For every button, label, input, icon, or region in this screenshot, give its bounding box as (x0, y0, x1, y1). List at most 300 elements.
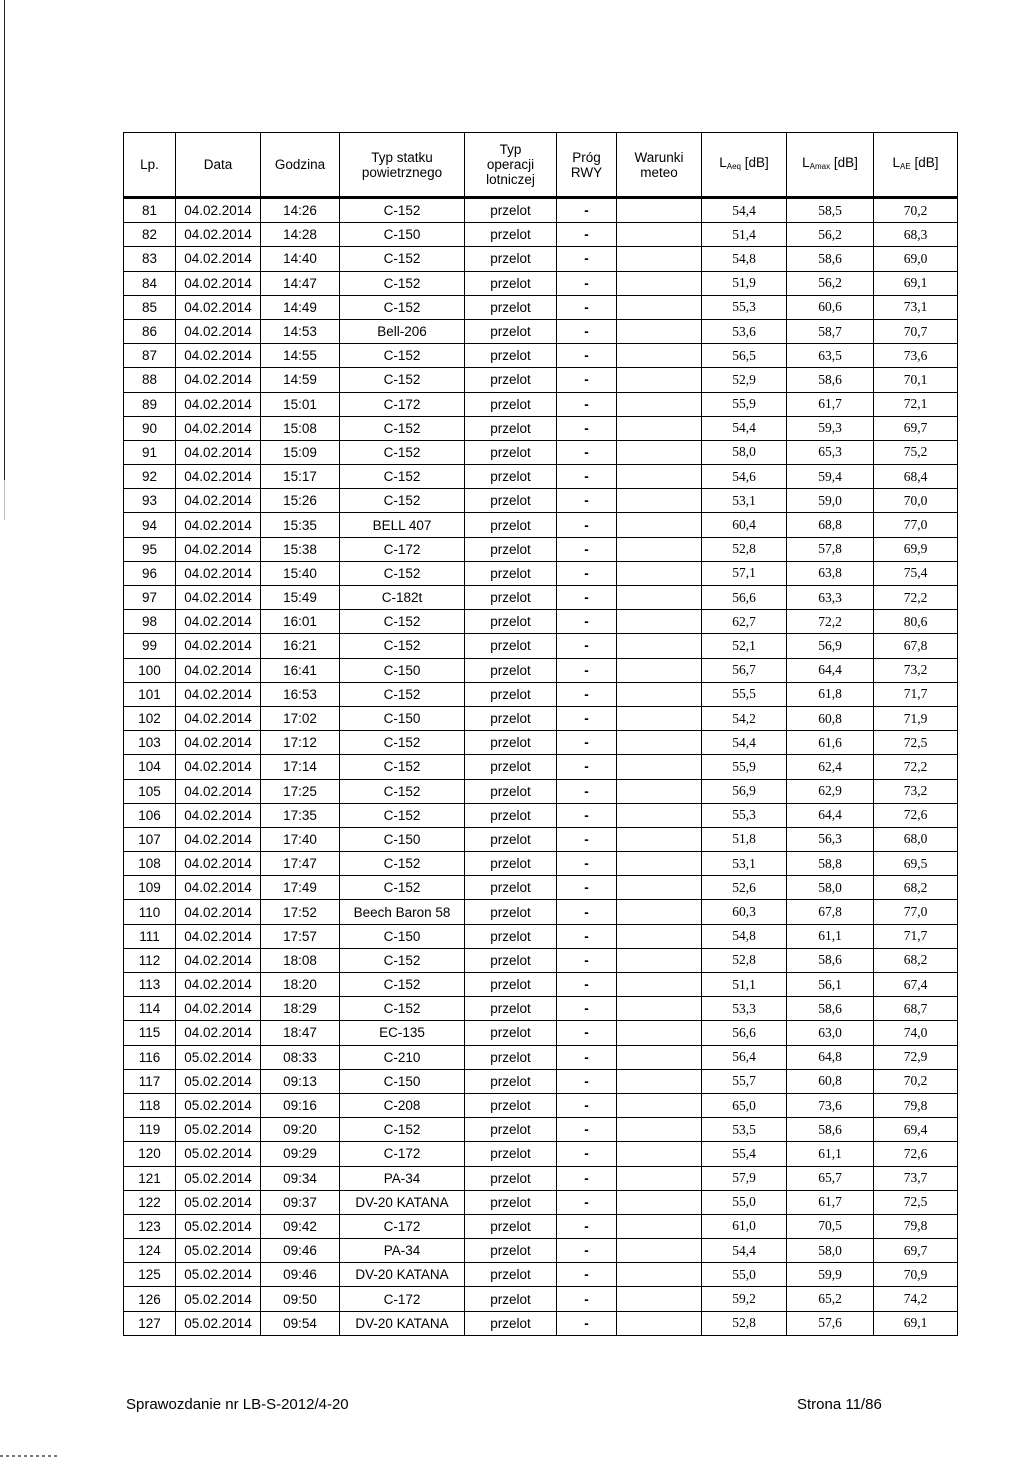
cell-lae: 72,1 (874, 392, 958, 416)
cell-laeq: 52,8 (702, 1311, 787, 1335)
cell-lae: 73,1 (874, 295, 958, 319)
cell-lp: 87 (124, 344, 176, 368)
cell-operation-type: przelot (465, 779, 557, 803)
cell-date: 04.02.2014 (176, 779, 261, 803)
cell-lae: 75,2 (874, 440, 958, 464)
cell-time: 09:16 (261, 1093, 340, 1117)
cell-weather (617, 1311, 702, 1335)
cell-lae: 72,9 (874, 1045, 958, 1069)
cell-time: 14:59 (261, 368, 340, 392)
cell-lp: 123 (124, 1214, 176, 1238)
cell-lae: 71,9 (874, 706, 958, 730)
cell-threshold: - (557, 900, 617, 924)
header-data: Data (176, 133, 261, 198)
cell-lae: 69,0 (874, 247, 958, 271)
cell-date: 04.02.2014 (176, 634, 261, 658)
cell-laeq: 55,0 (702, 1190, 787, 1214)
cell-time: 17:47 (261, 852, 340, 876)
cell-weather (617, 416, 702, 440)
cell-weather (617, 900, 702, 924)
cell-operation-type: przelot (465, 1287, 557, 1311)
cell-lp: 102 (124, 706, 176, 730)
cell-time: 09:50 (261, 1287, 340, 1311)
cell-lp: 124 (124, 1239, 176, 1263)
cell-aircraft-type: DV-20 KATANA (340, 1190, 465, 1214)
cell-lamax: 58,0 (787, 876, 874, 900)
cell-date: 05.02.2014 (176, 1045, 261, 1069)
cell-laeq: 51,1 (702, 973, 787, 997)
cell-date: 04.02.2014 (176, 368, 261, 392)
cell-operation-type: przelot (465, 198, 557, 223)
cell-lamax: 58,5 (787, 198, 874, 223)
cell-aircraft-type: EC-135 (340, 1021, 465, 1045)
cell-lp: 104 (124, 755, 176, 779)
cell-lamax: 68,8 (787, 513, 874, 537)
cell-date: 05.02.2014 (176, 1093, 261, 1117)
cell-laeq: 52,8 (702, 948, 787, 972)
cell-weather (617, 295, 702, 319)
cell-lp: 107 (124, 827, 176, 851)
cell-lamax: 59,0 (787, 489, 874, 513)
cell-lamax: 57,8 (787, 537, 874, 561)
cell-time: 09:46 (261, 1263, 340, 1287)
cell-lp: 122 (124, 1190, 176, 1214)
cell-date: 04.02.2014 (176, 440, 261, 464)
cell-aircraft-type: C-152 (340, 852, 465, 876)
cell-date: 04.02.2014 (176, 1021, 261, 1045)
cell-time: 16:53 (261, 682, 340, 706)
cell-date: 04.02.2014 (176, 876, 261, 900)
cell-lp: 84 (124, 271, 176, 295)
cell-time: 15:38 (261, 537, 340, 561)
cell-threshold: - (557, 755, 617, 779)
cell-laeq: 54,4 (702, 731, 787, 755)
cell-weather (617, 755, 702, 779)
cell-lae: 68,2 (874, 876, 958, 900)
cell-lamax: 65,3 (787, 440, 874, 464)
cell-date: 04.02.2014 (176, 295, 261, 319)
cell-time: 14:26 (261, 198, 340, 223)
cell-lamax: 60,6 (787, 295, 874, 319)
cell-lamax: 61,6 (787, 731, 874, 755)
cell-aircraft-type: C-172 (340, 1287, 465, 1311)
cell-operation-type: przelot (465, 1118, 557, 1142)
table-row (124, 223, 958, 247)
cell-aircraft-type: C-172 (340, 1142, 465, 1166)
cell-weather (617, 1142, 702, 1166)
cell-laeq: 54,2 (702, 706, 787, 730)
cell-operation-type: przelot (465, 537, 557, 561)
cell-operation-type: przelot (465, 610, 557, 634)
cell-lp: 108 (124, 852, 176, 876)
table-row (124, 247, 958, 271)
cell-operation-type: przelot (465, 295, 557, 319)
cell-lamax: 63,8 (787, 561, 874, 585)
cell-operation-type: przelot (465, 827, 557, 851)
cell-lamax: 59,9 (787, 1263, 874, 1287)
cell-threshold: - (557, 537, 617, 561)
cell-lp: 89 (124, 392, 176, 416)
cell-date: 04.02.2014 (176, 997, 261, 1021)
cell-threshold: - (557, 1311, 617, 1335)
cell-lamax: 58,0 (787, 1239, 874, 1263)
cell-date: 04.02.2014 (176, 489, 261, 513)
cell-threshold: - (557, 392, 617, 416)
cell-weather (617, 1118, 702, 1142)
cell-laeq: 55,9 (702, 392, 787, 416)
cell-operation-type: przelot (465, 1021, 557, 1045)
cell-operation-type: przelot (465, 803, 557, 827)
cell-threshold: - (557, 489, 617, 513)
cell-weather (617, 223, 702, 247)
table-row (124, 1263, 958, 1287)
cell-operation-type: przelot (465, 247, 557, 271)
cell-threshold: - (557, 1166, 617, 1190)
cell-lamax: 60,8 (787, 706, 874, 730)
cell-aircraft-type: BELL 407 (340, 513, 465, 537)
cell-laeq: 54,4 (702, 198, 787, 223)
cell-laeq: 51,8 (702, 827, 787, 851)
cell-date: 05.02.2014 (176, 1311, 261, 1335)
cell-lae: 67,4 (874, 973, 958, 997)
table-row (124, 392, 958, 416)
cell-date: 04.02.2014 (176, 319, 261, 343)
table-row (124, 440, 958, 464)
cell-date: 04.02.2014 (176, 247, 261, 271)
cell-operation-type: przelot (465, 948, 557, 972)
cell-lp: 85 (124, 295, 176, 319)
cell-date: 04.02.2014 (176, 803, 261, 827)
cell-time: 17:40 (261, 827, 340, 851)
cell-laeq: 59,2 (702, 1287, 787, 1311)
cell-weather (617, 1239, 702, 1263)
cell-lamax: 58,6 (787, 1118, 874, 1142)
cell-lp: 118 (124, 1093, 176, 1117)
cell-lp: 83 (124, 247, 176, 271)
cell-operation-type: przelot (465, 658, 557, 682)
cell-date: 04.02.2014 (176, 586, 261, 610)
cell-time: 17:52 (261, 900, 340, 924)
cell-threshold: - (557, 1069, 617, 1093)
cell-threshold: - (557, 973, 617, 997)
cell-weather (617, 852, 702, 876)
cell-laeq: 52,8 (702, 537, 787, 561)
report-number: Sprawozdanie nr LB-S-2012/4-20 (126, 1396, 349, 1413)
cell-lae: 67,8 (874, 634, 958, 658)
cell-threshold: - (557, 198, 617, 223)
cell-lp: 120 (124, 1142, 176, 1166)
cell-lamax: 61,7 (787, 1190, 874, 1214)
cell-date: 04.02.2014 (176, 658, 261, 682)
cell-operation-type: przelot (465, 1239, 557, 1263)
cell-time: 15:40 (261, 561, 340, 585)
cell-threshold: - (557, 1287, 617, 1311)
cell-operation-type: przelot (465, 1093, 557, 1117)
table-row (124, 1311, 958, 1335)
cell-lae: 80,6 (874, 610, 958, 634)
cell-date: 04.02.2014 (176, 948, 261, 972)
cell-laeq: 55,4 (702, 1142, 787, 1166)
cell-time: 17:12 (261, 731, 340, 755)
cell-weather (617, 537, 702, 561)
cell-aircraft-type: C-152 (340, 876, 465, 900)
cell-threshold: - (557, 706, 617, 730)
table-row (124, 803, 958, 827)
cell-laeq: 53,1 (702, 852, 787, 876)
cell-aircraft-type: C-152 (340, 344, 465, 368)
scan-artifact (0, 1455, 60, 1457)
cell-weather (617, 586, 702, 610)
scan-edge-line (4, 0, 5, 480)
cell-lamax: 64,4 (787, 803, 874, 827)
cell-operation-type: przelot (465, 997, 557, 1021)
cell-lamax: 64,4 (787, 658, 874, 682)
cell-aircraft-type: C-152 (340, 440, 465, 464)
header-lae: $L_{AE}$ [dB] (874, 133, 958, 198)
cell-aircraft-type: C-172 (340, 1214, 465, 1238)
cell-operation-type: przelot (465, 561, 557, 585)
cell-lamax: 56,3 (787, 827, 874, 851)
cell-operation-type: przelot (465, 876, 557, 900)
cell-lp: 114 (124, 997, 176, 1021)
cell-lae: 72,6 (874, 1142, 958, 1166)
cell-aircraft-type: DV-20 KATANA (340, 1263, 465, 1287)
cell-lamax: 63,3 (787, 586, 874, 610)
cell-lp: 96 (124, 561, 176, 585)
cell-aircraft-type: C-172 (340, 537, 465, 561)
cell-lae: 69,5 (874, 852, 958, 876)
cell-time: 14:28 (261, 223, 340, 247)
cell-time: 14:40 (261, 247, 340, 271)
cell-lamax: 59,3 (787, 416, 874, 440)
cell-weather (617, 610, 702, 634)
cell-date: 05.02.2014 (176, 1287, 261, 1311)
cell-lamax: 56,2 (787, 271, 874, 295)
cell-weather (617, 465, 702, 489)
cell-operation-type: przelot (465, 1263, 557, 1287)
cell-laeq: 52,9 (702, 368, 787, 392)
table-row (124, 634, 958, 658)
table-row (124, 513, 958, 537)
cell-weather (617, 1069, 702, 1093)
cell-lamax: 70,5 (787, 1214, 874, 1238)
cell-threshold: - (557, 1190, 617, 1214)
cell-laeq: 52,6 (702, 876, 787, 900)
cell-laeq: 61,0 (702, 1214, 787, 1238)
cell-weather (617, 731, 702, 755)
cell-lp: 127 (124, 1311, 176, 1335)
cell-aircraft-type: C-150 (340, 223, 465, 247)
cell-threshold: - (557, 779, 617, 803)
cell-lp: 92 (124, 465, 176, 489)
cell-lp: 100 (124, 658, 176, 682)
table-row (124, 1214, 958, 1238)
cell-aircraft-type: C-152 (340, 973, 465, 997)
cell-operation-type: przelot (465, 368, 557, 392)
cell-weather (617, 1021, 702, 1045)
table-row (124, 682, 958, 706)
cell-laeq: 62,7 (702, 610, 787, 634)
cell-date: 04.02.2014 (176, 513, 261, 537)
header-laeq: $L_{Aeq}$ [dB] (702, 133, 787, 198)
table-row (124, 295, 958, 319)
cell-lp: 117 (124, 1069, 176, 1093)
table-row (124, 586, 958, 610)
cell-lp: 125 (124, 1263, 176, 1287)
cell-time: 15:09 (261, 440, 340, 464)
cell-operation-type: przelot (465, 1190, 557, 1214)
cell-threshold: - (557, 344, 617, 368)
cell-lp: 101 (124, 682, 176, 706)
header-godzina: Godzina (261, 133, 340, 198)
cell-lae: 72,6 (874, 803, 958, 827)
cell-laeq: 60,4 (702, 513, 787, 537)
cell-lae: 69,7 (874, 416, 958, 440)
cell-date: 04.02.2014 (176, 610, 261, 634)
cell-lamax: 61,8 (787, 682, 874, 706)
cell-lp: 82 (124, 223, 176, 247)
cell-lamax: 59,4 (787, 465, 874, 489)
cell-operation-type: przelot (465, 440, 557, 464)
cell-time: 09:37 (261, 1190, 340, 1214)
cell-threshold: - (557, 295, 617, 319)
cell-laeq: 55,5 (702, 682, 787, 706)
cell-time: 14:53 (261, 319, 340, 343)
cell-aircraft-type: C-152 (340, 634, 465, 658)
table-row (124, 1142, 958, 1166)
cell-laeq: 54,4 (702, 416, 787, 440)
cell-aircraft-type: C-152 (340, 1118, 465, 1142)
table-row (124, 1166, 958, 1190)
cell-lamax: 58,6 (787, 247, 874, 271)
cell-date: 04.02.2014 (176, 271, 261, 295)
cell-lae: 72,5 (874, 1190, 958, 1214)
cell-laeq: 55,9 (702, 755, 787, 779)
cell-lp: 112 (124, 948, 176, 972)
cell-aircraft-type: C-150 (340, 658, 465, 682)
cell-lamax: 61,1 (787, 1142, 874, 1166)
cell-weather (617, 440, 702, 464)
cell-time: 18:47 (261, 1021, 340, 1045)
cell-date: 05.02.2014 (176, 1239, 261, 1263)
cell-weather (617, 489, 702, 513)
table-row (124, 1190, 958, 1214)
cell-date: 05.02.2014 (176, 1263, 261, 1287)
cell-aircraft-type: C-152 (340, 610, 465, 634)
cell-aircraft-type: C-150 (340, 706, 465, 730)
cell-threshold: - (557, 1045, 617, 1069)
cell-aircraft-type: C-210 (340, 1045, 465, 1069)
cell-lamax: 56,2 (787, 223, 874, 247)
cell-time: 17:35 (261, 803, 340, 827)
cell-lamax: 58,6 (787, 948, 874, 972)
cell-threshold: - (557, 948, 617, 972)
cell-time: 09:54 (261, 1311, 340, 1335)
cell-aircraft-type: C-150 (340, 827, 465, 851)
table-row (124, 344, 958, 368)
table-row (124, 706, 958, 730)
cell-operation-type: przelot (465, 852, 557, 876)
cell-lamax: 63,0 (787, 1021, 874, 1045)
cell-lp: 98 (124, 610, 176, 634)
cell-aircraft-type: C-152 (340, 247, 465, 271)
cell-date: 04.02.2014 (176, 561, 261, 585)
cell-laeq: 53,3 (702, 997, 787, 1021)
cell-date: 05.02.2014 (176, 1142, 261, 1166)
cell-time: 17:02 (261, 706, 340, 730)
cell-operation-type: przelot (465, 1311, 557, 1335)
cell-threshold: - (557, 1021, 617, 1045)
table-row (124, 852, 958, 876)
header-typ-statku: Typ statku powietrznego (340, 133, 465, 198)
cell-time: 16:01 (261, 610, 340, 634)
table-row (124, 997, 958, 1021)
cell-lamax: 56,9 (787, 634, 874, 658)
cell-laeq: 53,5 (702, 1118, 787, 1142)
cell-operation-type: przelot (465, 973, 557, 997)
measurement-table (123, 132, 958, 1336)
cell-weather (617, 368, 702, 392)
cell-aircraft-type: PA-34 (340, 1239, 465, 1263)
table-row (124, 561, 958, 585)
cell-date: 04.02.2014 (176, 344, 261, 368)
cell-laeq: 56,6 (702, 1021, 787, 1045)
cell-laeq: 60,3 (702, 900, 787, 924)
cell-lp: 111 (124, 924, 176, 948)
cell-threshold: - (557, 1214, 617, 1238)
cell-threshold: - (557, 1093, 617, 1117)
cell-weather (617, 876, 702, 900)
table-header-row (124, 133, 958, 198)
cell-threshold: - (557, 586, 617, 610)
table-row (124, 948, 958, 972)
cell-lae: 70,2 (874, 1069, 958, 1093)
cell-lae: 75,4 (874, 561, 958, 585)
cell-operation-type: przelot (465, 1214, 557, 1238)
cell-time: 09:42 (261, 1214, 340, 1238)
table-row (124, 1045, 958, 1069)
cell-time: 16:21 (261, 634, 340, 658)
cell-aircraft-type: Bell-206 (340, 319, 465, 343)
cell-lp: 116 (124, 1045, 176, 1069)
cell-time: 09:46 (261, 1239, 340, 1263)
cell-lp: 81 (124, 198, 176, 223)
cell-threshold: - (557, 610, 617, 634)
cell-weather (617, 198, 702, 223)
cell-weather (617, 1045, 702, 1069)
cell-time: 17:25 (261, 779, 340, 803)
cell-time: 15:17 (261, 465, 340, 489)
cell-date: 05.02.2014 (176, 1190, 261, 1214)
cell-lae: 73,6 (874, 344, 958, 368)
cell-time: 09:34 (261, 1166, 340, 1190)
cell-threshold: - (557, 634, 617, 658)
cell-time: 08:33 (261, 1045, 340, 1069)
cell-laeq: 57,9 (702, 1166, 787, 1190)
cell-lp: 88 (124, 368, 176, 392)
cell-aircraft-type: C-182t (340, 586, 465, 610)
cell-lae: 77,0 (874, 900, 958, 924)
cell-lae: 70,7 (874, 319, 958, 343)
table-row (124, 658, 958, 682)
cell-lae: 73,7 (874, 1166, 958, 1190)
cell-date: 05.02.2014 (176, 1069, 261, 1093)
cell-operation-type: przelot (465, 924, 557, 948)
cell-weather (617, 319, 702, 343)
table-row (124, 731, 958, 755)
cell-operation-type: przelot (465, 513, 557, 537)
cell-lae: 68,7 (874, 997, 958, 1021)
